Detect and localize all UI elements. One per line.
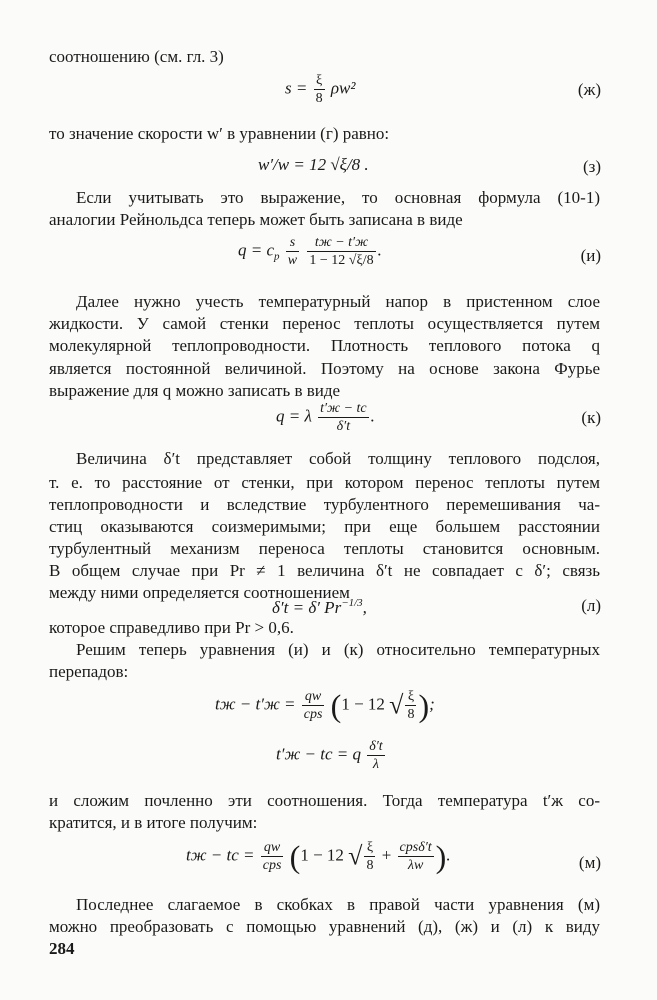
text-line: турбулентный механизм переноса теплоты становится основным. — [49, 539, 600, 558]
eq-paren: 1 − 12 — [300, 845, 344, 865]
eq-num: cpsδ′t — [399, 840, 432, 855]
eq-num: tж − t′ж — [307, 234, 375, 252]
eq-num: ξ — [364, 839, 375, 857]
text-line: является постоянной величиной. Поэтому на основе закона Фурье — [49, 359, 600, 378]
eq-lhs: tж − tс = — [186, 845, 255, 865]
text-line: кратится, и в итоге получим: — [49, 813, 258, 832]
equation-l: δ′t = δ′ $Pr^{-1/3}$, — [272, 597, 367, 617]
eq-plus: + — [381, 845, 392, 865]
equation-m2 — [276, 738, 387, 773]
eq-den: cps — [262, 858, 282, 873]
text-line: то значение скорости w′ в уравнении (г) равно: — [49, 124, 390, 143]
equation-zh — [285, 72, 355, 107]
eq-num: ξ — [314, 72, 325, 90]
eq-label-zh: (ж) — [577, 80, 601, 99]
text-line: и сложим почленно эти соотношения. Тогда температура t′ж со- — [49, 791, 600, 810]
eq-rhs: ρw² — [330, 78, 356, 98]
eq-den: 8 — [315, 91, 323, 106]
text-line: теплопроводности и вследствие турбулентного перемешивания ча- — [49, 495, 600, 514]
text-line: которое справедливо при Pr > 0,6. — [49, 618, 294, 637]
equation-k: q = λ $\frac{t'ж - tс}{\delta't}$ . — [276, 401, 375, 434]
text-line: Решим теперь уравнения (и) и (к) относительно температурных — [76, 640, 600, 659]
text-line: стиц оказываются соизмеримыми; при еще большем расстоянии — [49, 517, 600, 536]
eq-label-m: (м) — [578, 853, 601, 872]
text-line: В общем случае при Pr ≠ 1 величина δ′t не совпадает с δ′; связь — [49, 561, 600, 580]
equation-m1: tж − t′ж = $\frac{qw}{\text{cps}}$ (1 − 12 √ $\frac{\xi}{8}$ ); — [215, 687, 435, 724]
eq-num: qw — [302, 688, 325, 706]
text-line: Далее нужно учесть температурный напор в пристенном слое — [76, 292, 600, 311]
text-line: Последнее слагаемое в скобках в правой части уравнения (м) — [76, 895, 600, 914]
text-line: соотношению (см. гл. 3) — [49, 47, 224, 66]
equation-i: $q = c_p$ $\frac{s}{w}$ $\frac{tж - t'ж}{1 - 12 √\xi/8}$ . — [238, 235, 382, 268]
eq-exp: −1/3 — [341, 597, 363, 609]
text-line: аналогии Рейнольдса теперь может быть записана в виде — [49, 210, 463, 229]
eq-num: qw — [261, 839, 284, 857]
eq-den: w — [287, 253, 298, 268]
eq-lhs: t′ж − tс = q — [276, 744, 361, 764]
eq-label-z: (з) — [582, 157, 601, 176]
eq-den: 1 − 12 √ξ/8 — [309, 253, 374, 268]
eq-paren: 1 − 12 — [341, 694, 385, 714]
eq-den: δ′t — [336, 419, 351, 434]
text-line: между ними определяется соотношением — [49, 583, 350, 602]
text-line: Величина δ′t представляет собой толщину теплового подслоя, — [76, 449, 600, 468]
eq-lhs: tж − t′ж = — [215, 694, 296, 714]
eq-label-k: (к) — [581, 408, 601, 427]
eq-num: s — [286, 234, 299, 252]
text-line: молекулярной теплопроводности. Плотность теплового потока q — [49, 336, 600, 355]
eq-den: λ — [372, 757, 379, 772]
equation-m: tж − tс = $\frac{qw}{\text{cps}}$ (1 − 12 √ $\frac{\xi}{8}$ + $\frac{\text{cpsδ′t}}{\lambda w}$ ). — [186, 838, 451, 875]
text-line: Если учитывать это выражение, то основная формула (10-1) — [76, 188, 600, 207]
eq-den: 8 — [366, 858, 374, 873]
eq-num: t′ж − tс — [320, 401, 367, 416]
text-line: можно преобразовать с помощью уравнений (д), (ж) и (л) к виду — [49, 917, 600, 936]
page-number: 284 — [49, 939, 75, 958]
eq-den: 8 — [407, 707, 415, 722]
text-line: выражение для q можно записать в виде — [49, 381, 341, 400]
eq-lhs: q = c — [238, 240, 275, 260]
eq-den: cps — [303, 707, 323, 722]
text-line: перепадов: — [49, 662, 129, 681]
text-line: т. е. то расстояние от стенки, при котором перенос теплоты путем — [49, 473, 600, 492]
eq-label-l: (л) — [581, 596, 601, 615]
eq-label-i: (и) — [580, 246, 601, 265]
text-line: жидкости. У самой стенки перенос теплоты осуществляется путем — [49, 314, 600, 333]
eq-lhs: q = λ — [276, 406, 312, 426]
eq-lhs: s = — [285, 78, 308, 98]
eq-sub: p — [274, 250, 280, 263]
eq-num: ξ — [405, 688, 416, 706]
eq-den: λw — [407, 858, 424, 873]
eq-body: δ′t = δ′ Pr — [272, 598, 342, 617]
equation-z: w′/w = 12 √ξ/8 . — [258, 155, 369, 174]
eq-num: δ′t — [369, 739, 383, 754]
